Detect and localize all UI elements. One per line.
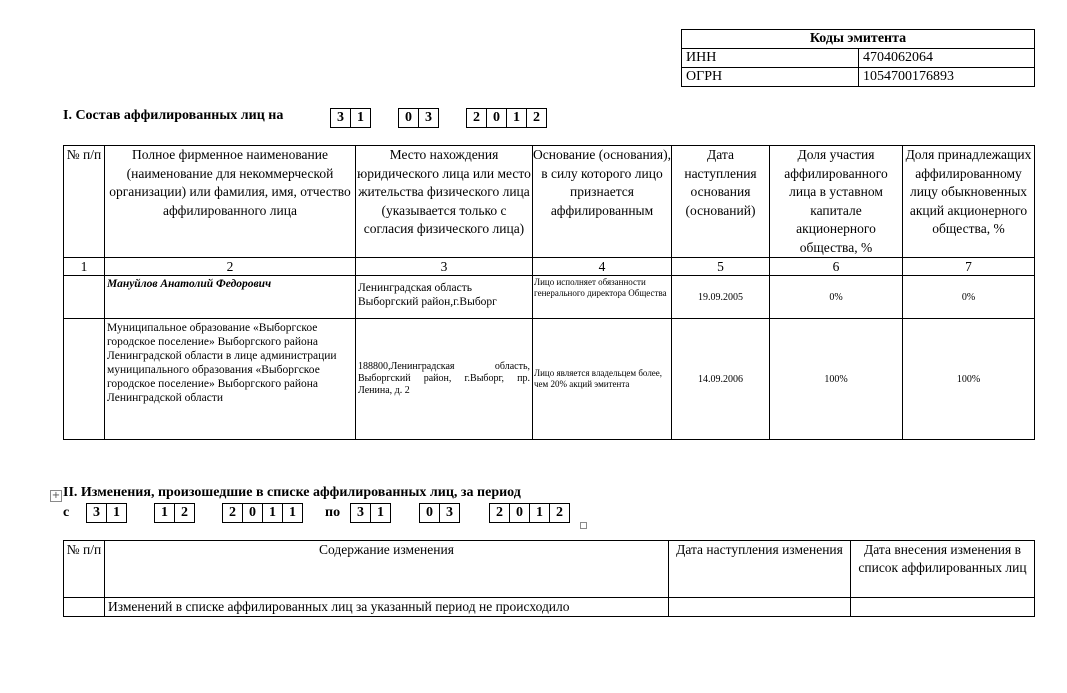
section1-title: I. Состав аффилированных лиц на bbox=[63, 108, 284, 123]
section2-title: II. Изменения, произошедшие в списке аффилированных лиц, за период bbox=[63, 485, 521, 500]
date-digit: 2 bbox=[489, 503, 510, 523]
affiliate-name: Муниципальное образование «Выборгское городское поселение» Выборгского района Ленинградской области в лице администрации муниципального образования «Выборгское городское поселение» Выборгского района Ленинградской области bbox=[105, 319, 356, 440]
date-digit: 3 bbox=[86, 503, 107, 523]
change-date bbox=[669, 598, 851, 617]
affiliate-date: 19.09.2005 bbox=[672, 276, 770, 319]
affiliate-place: Ленинградская область Выборгский район,г.Выборг bbox=[356, 276, 533, 319]
column-number: 3 bbox=[356, 258, 533, 276]
date-digit: 0 bbox=[242, 503, 263, 523]
period-from-day bbox=[87, 503, 127, 523]
header-number: № п/п bbox=[64, 541, 105, 598]
header-share-capital: Доля участия аффилированного лица в уставном капитале акционерного общества, % bbox=[770, 146, 903, 258]
table-move-handle-icon[interactable]: + bbox=[51, 490, 61, 501]
section1-heading bbox=[63, 108, 283, 124]
period-from-month bbox=[155, 503, 195, 523]
date-digit: 3 bbox=[350, 503, 371, 523]
date-digit: 0 bbox=[419, 503, 440, 523]
table-row bbox=[64, 598, 1035, 617]
header-place: Место нахождения юридического лица или место жительства физического лица (указывается только с согласия физического лица) bbox=[356, 146, 533, 258]
column-number: 7 bbox=[903, 258, 1035, 276]
period-to-day bbox=[351, 503, 391, 523]
date-digit: 2 bbox=[526, 108, 547, 128]
date-digit: 1 bbox=[529, 503, 550, 523]
date-digit: 1 bbox=[282, 503, 303, 523]
date-digit: 2 bbox=[466, 108, 487, 128]
date-digit: 3 bbox=[418, 108, 439, 128]
table-row bbox=[64, 319, 1035, 440]
date-digit: 1 bbox=[262, 503, 283, 523]
section1-date-day bbox=[331, 108, 371, 128]
changes-table bbox=[63, 540, 1035, 617]
period-to-year bbox=[490, 503, 570, 523]
section1-date-year bbox=[467, 108, 547, 128]
affiliated-persons-table bbox=[63, 145, 1035, 440]
row-number bbox=[64, 598, 105, 617]
table-row bbox=[64, 276, 1035, 319]
header-basis: Основание (основания), в силу которого лицо признается аффилированным bbox=[533, 146, 672, 258]
row-number bbox=[64, 319, 105, 440]
date-digit: 1 bbox=[370, 503, 391, 523]
entry-date bbox=[851, 598, 1035, 617]
issuer-codes-table bbox=[681, 29, 1035, 87]
date-digit: 1 bbox=[106, 503, 127, 523]
date-digit: 2 bbox=[549, 503, 570, 523]
affiliate-share-capital: 0% bbox=[770, 276, 903, 319]
column-number: 1 bbox=[64, 258, 105, 276]
ogrn-value: 1054700176893 bbox=[859, 68, 1035, 87]
resize-handle-icon[interactable] bbox=[580, 522, 587, 529]
affiliate-share-stock: 100% bbox=[903, 319, 1035, 440]
header-entry-date: Дата внесения изменения в список аффилированных лиц bbox=[851, 541, 1035, 598]
date-digit: 2 bbox=[174, 503, 195, 523]
ogrn-label: ОГРН bbox=[682, 68, 859, 87]
column-number: 6 bbox=[770, 258, 903, 276]
header-name: Полное фирменное наименование (наименование для некоммерческой организации) или фамилия, имя, отчество аффилированного лица bbox=[105, 146, 356, 258]
column-number: 4 bbox=[533, 258, 672, 276]
affiliate-date: 14.09.2006 bbox=[672, 319, 770, 440]
inn-label: ИНН bbox=[682, 49, 859, 68]
date-digit: 1 bbox=[350, 108, 371, 128]
row-number bbox=[64, 276, 105, 319]
period-to-month bbox=[420, 503, 460, 523]
change-content: Изменений в списке аффилированных лиц за указанный период не происходило bbox=[105, 598, 669, 617]
section1-date-month bbox=[399, 108, 439, 128]
date-digit: 0 bbox=[509, 503, 530, 523]
date-digit: 1 bbox=[506, 108, 527, 128]
affiliate-place: 188800,Ленинградская область, Выборгский район, г.Выборг, пр. Ленина, д. 2 bbox=[356, 319, 533, 440]
issuer-codes-title: Коды эмитента bbox=[682, 30, 1035, 49]
inn-value: 4704062064 bbox=[859, 49, 1035, 68]
period-from-label: с bbox=[63, 505, 70, 520]
affiliate-basis: Лицо исполняет обязанности генерального директора Общества bbox=[533, 276, 672, 319]
column-number: 5 bbox=[672, 258, 770, 276]
date-digit: 2 bbox=[222, 503, 243, 523]
date-digit: 1 bbox=[154, 503, 175, 523]
header-number: № п/п bbox=[64, 146, 105, 258]
period-from-year bbox=[223, 503, 303, 523]
header-share-stock: Доля принадлежащих аффилированному лицу обыкновенных акций акционерного общества, % bbox=[903, 146, 1035, 258]
date-digit: 0 bbox=[398, 108, 419, 128]
affiliate-share-stock: 0% bbox=[903, 276, 1035, 319]
header-date: Дата наступления основания (оснований) bbox=[672, 146, 770, 258]
date-digit: 0 bbox=[486, 108, 507, 128]
date-digit: 3 bbox=[439, 503, 460, 523]
period-to-label: по bbox=[325, 505, 341, 520]
header-change-content: Содержание изменения bbox=[105, 541, 669, 598]
affiliate-name: Мануйлов Анатолий Федорович bbox=[105, 276, 356, 319]
affiliate-basis: Лицо является владельцем более, чем 20% акций эмитента bbox=[533, 319, 672, 440]
header-change-date: Дата наступления изменения bbox=[669, 541, 851, 598]
column-number: 2 bbox=[105, 258, 356, 276]
affiliate-share-capital: 100% bbox=[770, 319, 903, 440]
date-digit: 3 bbox=[330, 108, 351, 128]
